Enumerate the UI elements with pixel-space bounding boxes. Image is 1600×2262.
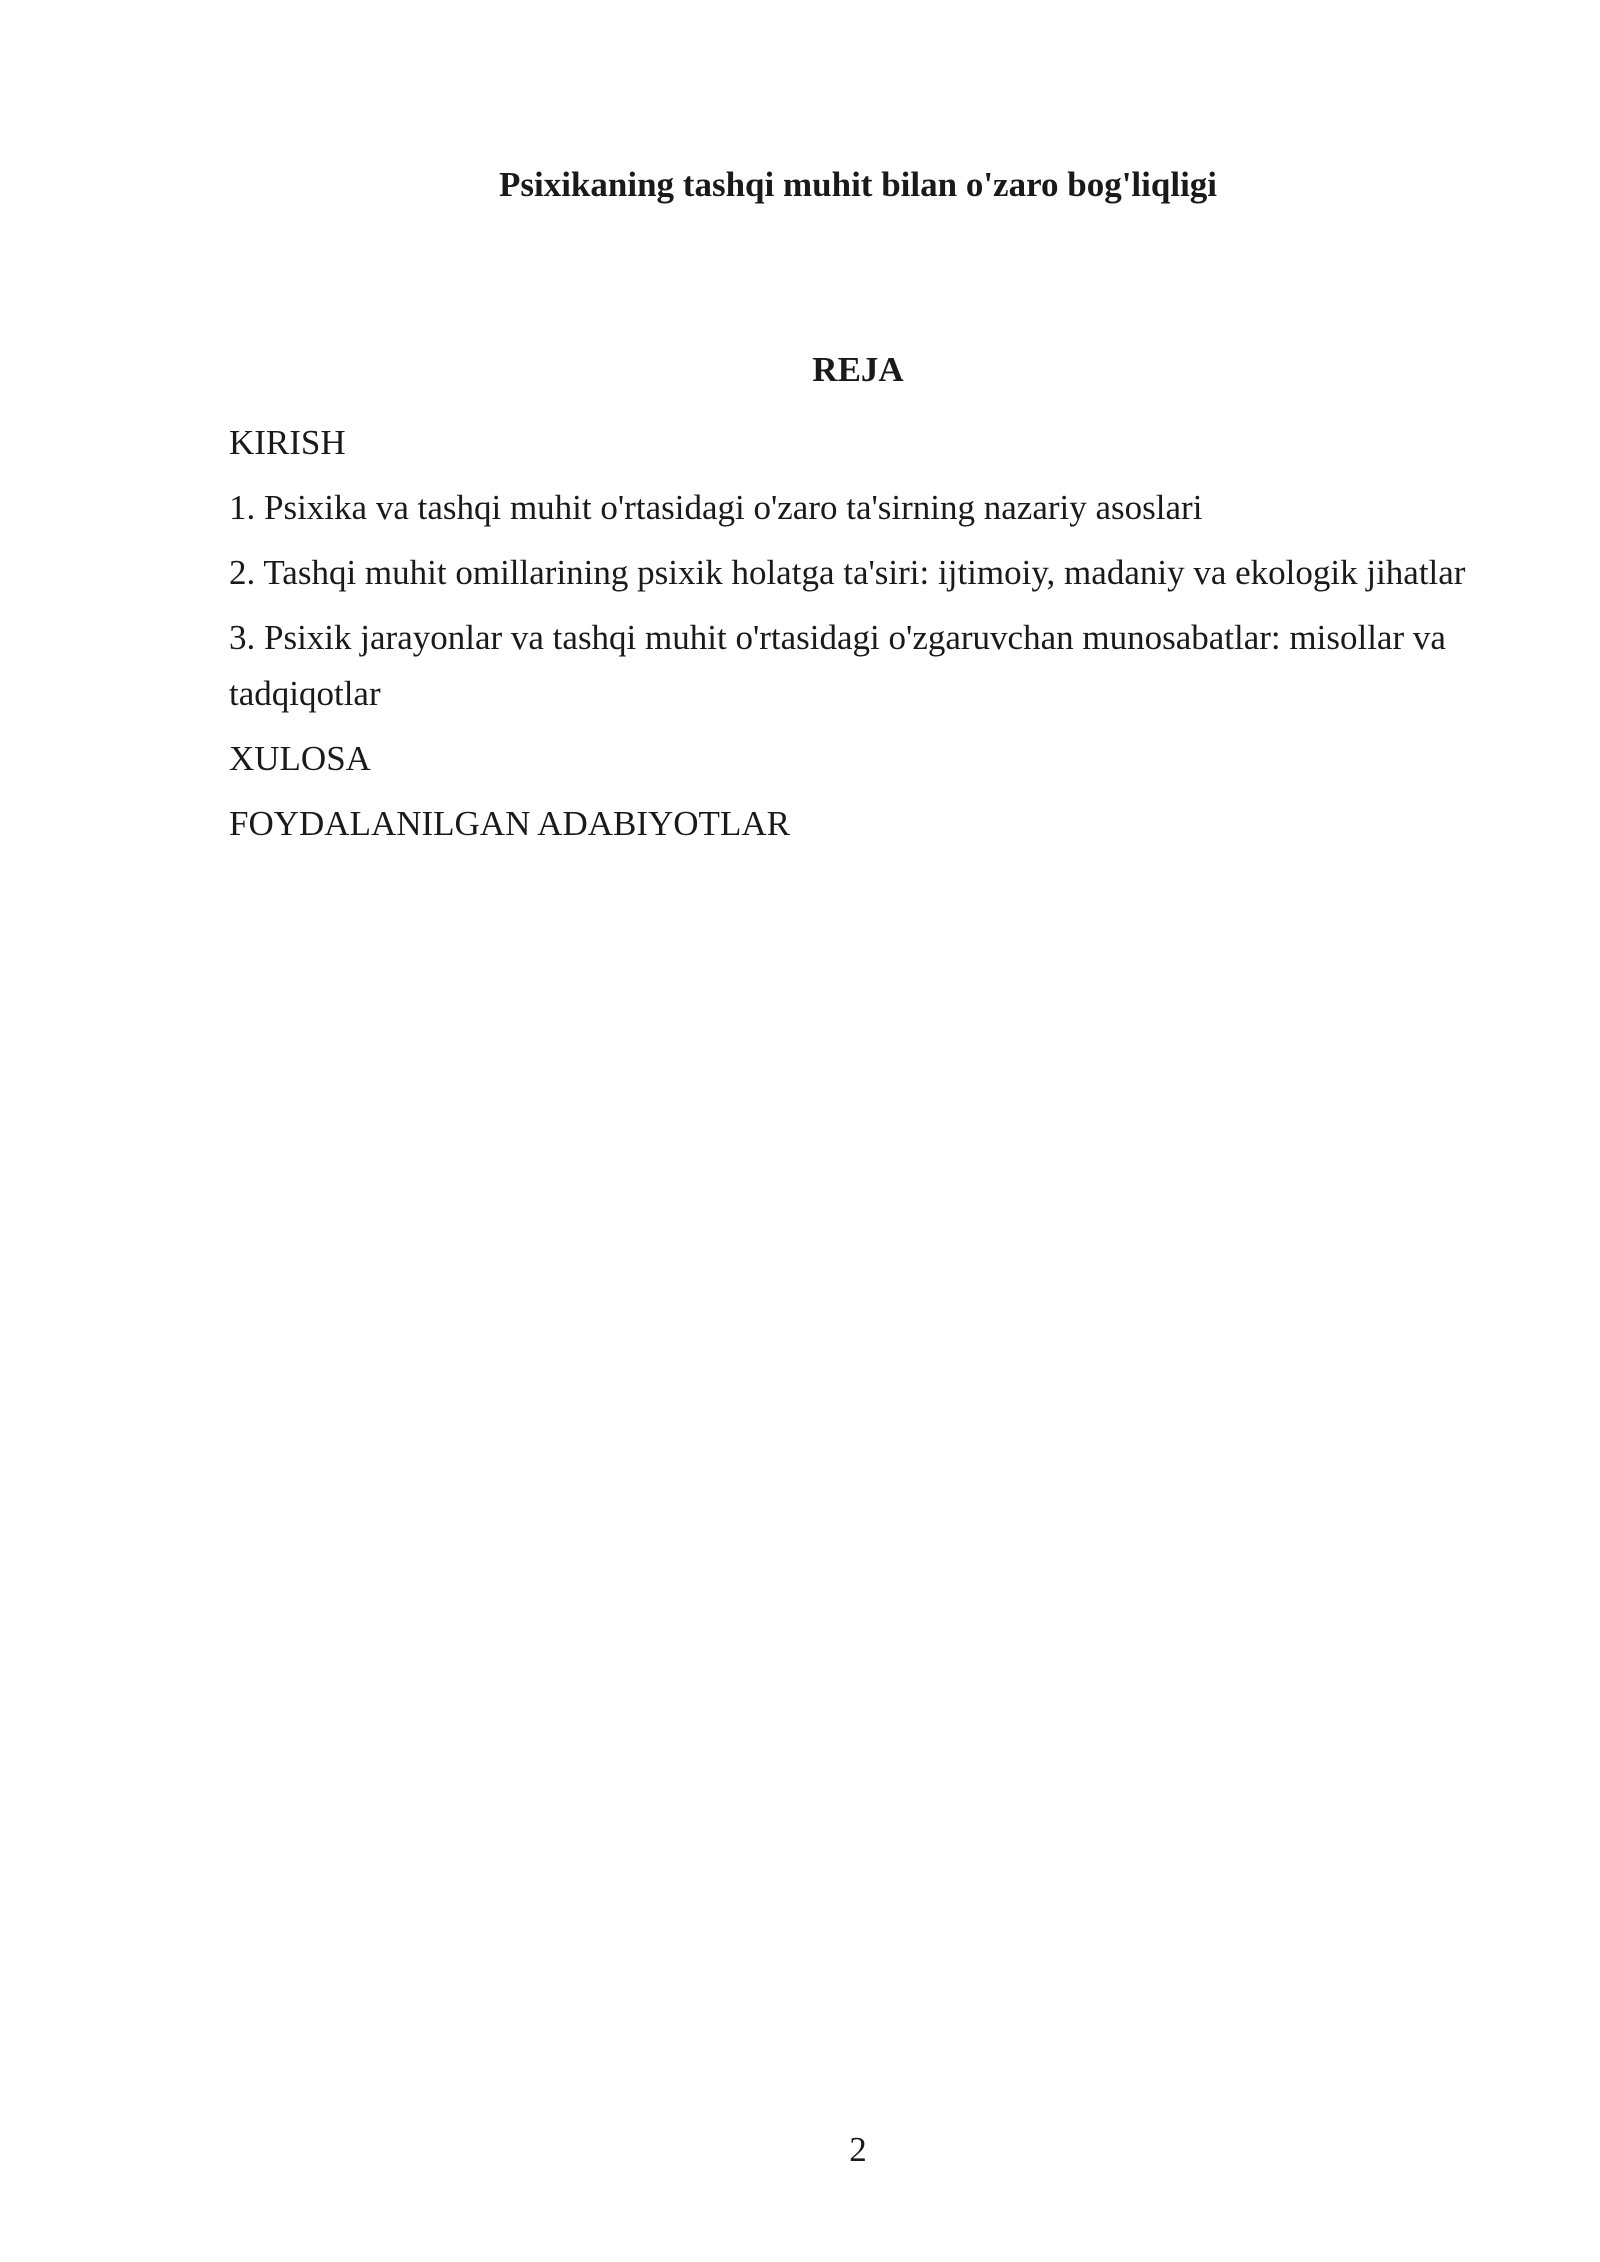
plan-list [229, 415, 1479, 861]
document-title: Psixikaning tashqi muhit bilan o'zaro bog'liqligi [498, 165, 1218, 204]
plan-item-references: FOYDALANILGAN ADABIYOTLAR [229, 804, 790, 843]
plan-item-introduction: KIRISH [229, 423, 346, 462]
plan-item-3: 3. Psixik jarayonlar va tashqi muhit o'rtasidagi o'zgaruvchan munosabatlar: misollar va tadqiqotlar [229, 618, 1446, 713]
plan-item-conclusion: XULOSA [229, 739, 371, 778]
plan-item-2: 2. Tashqi muhit omillarining psixik holatga ta'siri: ijtimoiy, madaniy va ekologik jihatlar [229, 553, 1466, 592]
plan-item-1: 1. Psixika va tashqi muhit o'rtasidagi o'zaro ta'sirning nazariy asoslari [229, 488, 1203, 527]
page-number: 2 [849, 2130, 867, 2169]
plan-heading: REJA [812, 350, 904, 389]
